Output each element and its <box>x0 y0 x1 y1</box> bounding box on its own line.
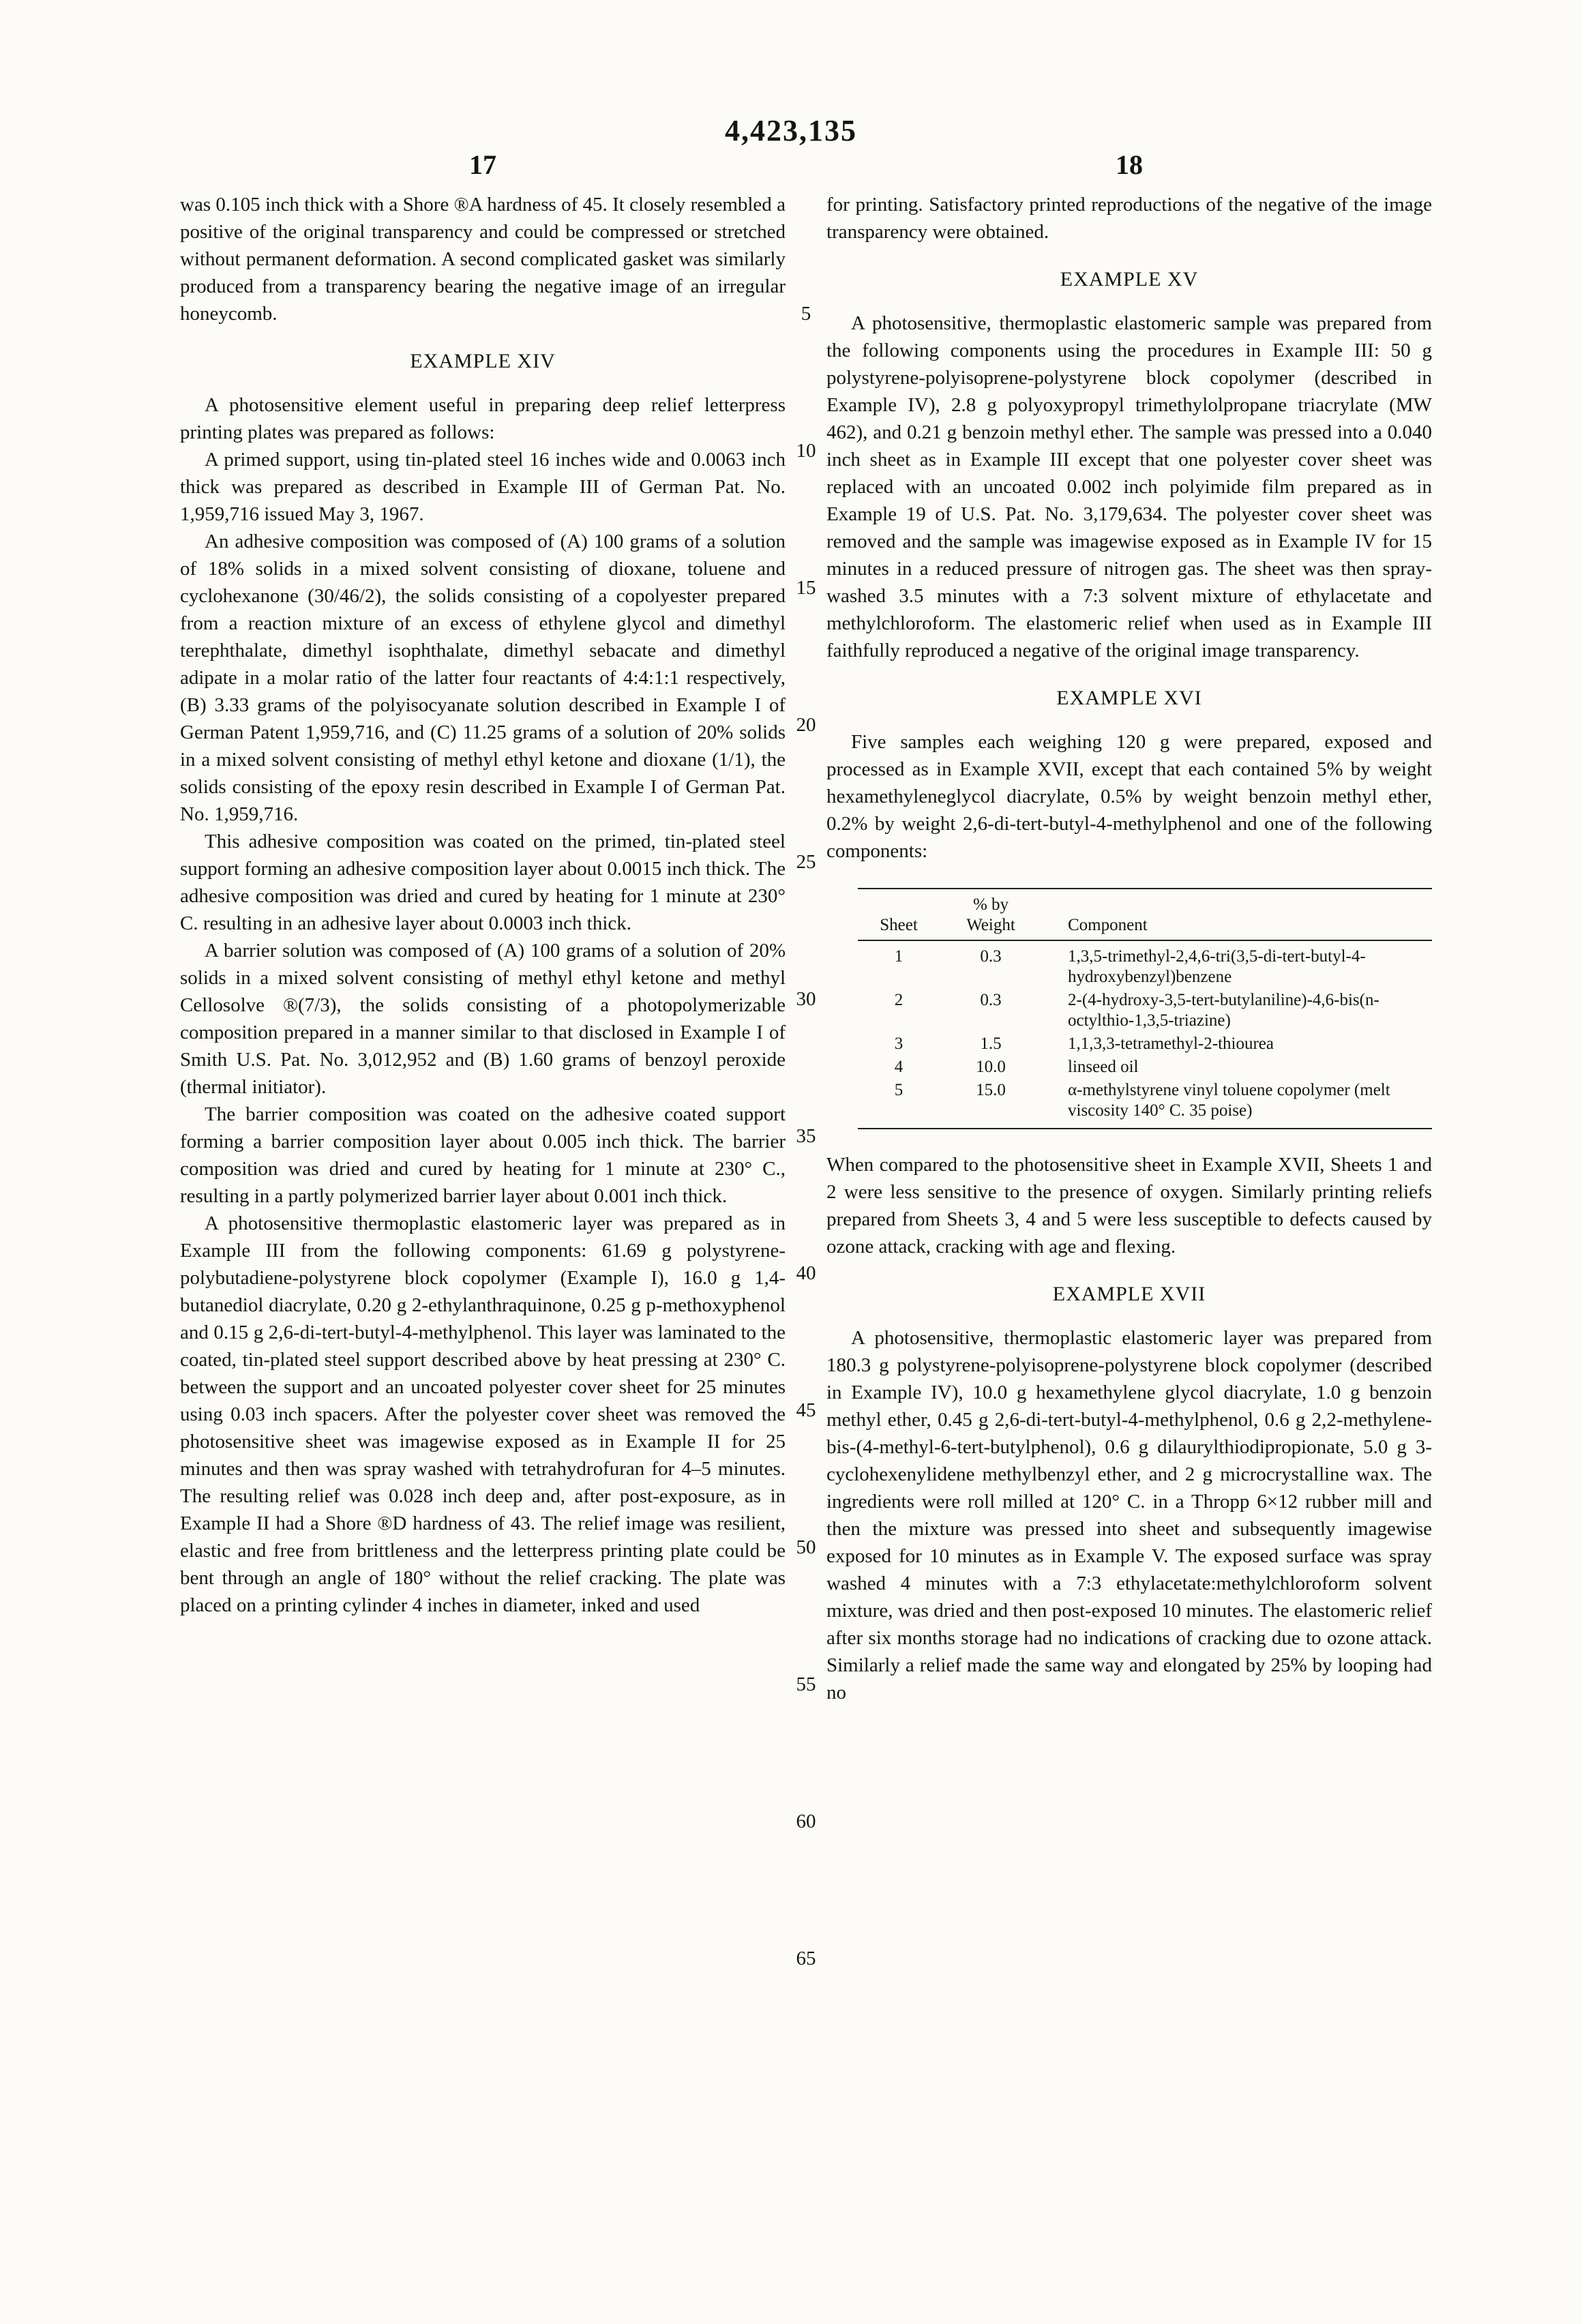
line-number: 25 <box>796 851 816 873</box>
line-number: 65 <box>796 1948 816 1969</box>
line-number: 55 <box>796 1673 816 1695</box>
column-header-component: Component <box>1042 889 1432 940</box>
table-row <box>858 1079 1432 1129</box>
table-row <box>858 1032 1432 1056</box>
line-number: 35 <box>796 1125 816 1147</box>
paragraph: A primed support, using tin-plated steel 16 inches wide and 0.0063 inch thick was prepared as described in Example III of German Pat. No. 1,959,716 issued May 3, 1967. <box>180 449 786 525</box>
example-heading: EXAMPLE XIV <box>410 350 556 372</box>
cell-sheet: 2 <box>894 991 904 1009</box>
patent-number: 4,423,135 <box>725 114 857 147</box>
cell-component: 1,1,3,3-tetramethyl-2-thiourea <box>1068 1034 1274 1053</box>
line-number: 5 <box>801 303 811 325</box>
cell-weight: 1.5 <box>980 1034 1002 1053</box>
cell-sheet: 4 <box>894 1058 904 1076</box>
example-heading: EXAMPLE XV <box>1060 268 1199 290</box>
column-header-weight-line2: Weight <box>966 916 1015 934</box>
example-heading: EXAMPLE XVI <box>1056 687 1202 709</box>
cell-weight: 0.3 <box>980 991 1002 1009</box>
line-number: 20 <box>796 714 816 736</box>
cell-sheet: 5 <box>894 1081 904 1099</box>
table-row <box>858 940 1432 989</box>
line-number: 30 <box>796 988 816 1010</box>
line-number: 60 <box>796 1811 816 1832</box>
cell-weight: 0.3 <box>980 947 1002 966</box>
paragraph: was 0.105 inch thick with a Shore ®A hardness of 45. It closely resembled a positive of the original transparency and could be compressed or stretched without permanent deformation. A second complicated gasket was similarly produced from a transparency bearing the negative image of an irregular honeycomb. <box>180 194 786 325</box>
cell-component: linseed oil <box>1068 1058 1139 1076</box>
paragraph: for printing. Satisfactory printed reproductions of the negative of the image transparency were obtained. <box>826 194 1432 243</box>
line-number: 50 <box>796 1536 816 1558</box>
paragraph: A photosensitive thermoplastic elastomeric layer was prepared as in Example III from the following components: 61.69 g polystyrene-polybutadiene-polystyrene block copolymer (Example I), 16.0 g 1,4-butanediol diacrylate, 0.20 g 2-ethylanthraquinone, 0.25 g p-methoxyphenol and 0.15 g 2,6-di-tert-butyl-4-methylphenol. This layer was laminated to the coated, tin-plated steel support described above by heat pressing at 230° C. between the support and an uncoated polyester cover sheet for 25 minutes using 0.03 inch spacers. After the polyester cover sheet was removed the photosensitive sheet was imagewise exposed as in Example II for 25 minutes and then was spray washed with tetrahydrofuran for 4–5 minutes. The resulting relief was 0.028 inch deep and, after post-exposure, as in Example II had a Shore ®D hardness of 43. The relief image was resilient, elastic and free from brittleness and the letterpress printing plate could be bent through an angle of 180° without the relief cracking. The plate was placed on a printing cylinder 4 inches in diameter, inked and used <box>180 1212 786 1616</box>
paragraph: When compared to the photosensitive sheet in Example XVII, Sheets 1 and 2 were less sensitive to the presence of oxygen. Similarly printing reliefs prepared from Sheets 3, 4 and 5 were less susceptible to defects caused by ozone attack, cracking with age and flexing. <box>826 1154 1432 1257</box>
line-number: 45 <box>796 1399 816 1421</box>
table-row <box>858 1056 1432 1079</box>
paragraph: A photosensitive, thermoplastic elastomeric sample was prepared from the following components using the procedures in Example III: 50 g polystyrene-polyisoprene-polystyrene block copolymer (described in Example IV), 2.8 g polyoxypropyl trimethylolpropane triacrylate (MW 462), and 0.21 g benzoin methyl ether. The sample was pressed into a 0.040 inch sheet as in Example III except that one polyester cover sheet was replaced with an uncoated 0.002 inch polyimide film prepared as in Example 19 of U.S. Pat. No. 3,179,634. The polyester cover sheet was removed and the sample was imagewise exposed as in Example IV for 15 minutes in a reduced pressure of nitrogen gas. The sheet was then spray-washed 3.5 minutes with a 7:3 solvent mixture of ethylacetate and methylchloroform. The elastomeric relief when used as in Example III faithfully reproduced a negative of the original image transparency. <box>826 312 1432 661</box>
column-header-weight <box>940 889 1042 940</box>
table-header-row <box>858 889 1432 940</box>
cell-component: 1,3,5-trimethyl-2,4,6-tri(3,5-di-tert-butyl-4-hydroxybenzyl)benzene <box>1068 947 1366 986</box>
line-number: 15 <box>796 577 816 599</box>
paragraph: The barrier composition was coated on the adhesive coated support forming a barrier composition layer about 0.005 inch thick. The barrier composition was dried and cured by heating for 1 minute at 230° C., resulting in a partly polymerized barrier layer about 0.001 inch thick. <box>180 1103 786 1207</box>
cell-component: 2-(4-hydroxy-3,5-tert-butylaniline)-4,6-bis(n-octylthio-1,3,5-triazine) <box>1068 991 1379 1030</box>
paragraph: A barrier solution was composed of (A) 100 grams of a solution of 20% solids in a mixed solvent consisting of methyl ethyl ketone and methyl Cellosolve ®(7/3), the solids consisting of a photopolymerizable composition prepared in a manner similar to that disclosed in Example I of Smith U.S. Pat. No. 3,012,952 and (B) 1.60 grams of benzoyl peroxide (thermal initiator). <box>180 940 786 1098</box>
cell-sheet: 3 <box>894 1034 904 1053</box>
paragraph: A photosensitive element useful in preparing deep relief letterpress printing plates was prepared as follows: <box>180 394 786 443</box>
paragraph: Five samples each weighing 120 g were prepared, exposed and processed as in Example XVII, except that each contained 5% by weight hexamethyleneglycol diacrylate, 0.5% by weight benzoin methyl ether, 0.2% by weight 2,6-di-tert-butyl-4-methylphenol and one of the following components: <box>826 731 1432 862</box>
left-column <box>180 191 786 1619</box>
example-heading: EXAMPLE XVII <box>1052 1283 1206 1305</box>
paragraph: This adhesive composition was coated on the primed, tin-plated steel support forming an adhesive composition layer about 0.0015 inch thick. The adhesive composition was dried and cured by heating for 1 minute at 230° C. resulting in an adhesive layer about 0.0003 inch thick. <box>180 831 786 934</box>
cell-component: α-methylstyrene vinyl toluene copolymer (melt viscosity 140° C. 35 poise) <box>1068 1081 1390 1120</box>
cell-weight: 10.0 <box>976 1058 1006 1076</box>
paragraph: A photosensitive, thermoplastic elastomeric layer was prepared from 180.3 g polystyrene-polyisoprene-polystyrene block copolymer (described in Example IV), 10.0 g hexamethylene glycol diacrylate, 1.0 g benzoin methyl ether, 0.45 g 2,6-di-tert-butyl-4-methylphenol, 0.6 g 2,2-methylene-bis-(4-methyl-6-tert-butylphenol), 0.6 g dilaurylthiodipropionate, 5.0 g 3-cyclohexenylidene methylbenzyl ether, and 2 g microcrystalline wax. The ingredients were roll milled at 120° C. in a Thropp 6×12 rubber mill and then the mixture was pressed into sheet and subsequently imagewise exposed for 10 minutes as in Example V. The exposed surface was spray washed 4 minutes with a 7:3 ethylacetate:methylchloroform solvent mixture, was dried and then post-exposed 10 minutes. The elastomeric relief after six months storage had no indications of cracking due to ozone attack. Similarly a relief made the same way and elongated by 25% by looping had no <box>826 1327 1432 1703</box>
paragraph: An adhesive composition was composed of (A) 100 grams of a solution of 18% solids in a mixed solvent consisting of dioxane, toluene and cyclohexanone (30/46/2), the solids consisting of a copolyester prepared from a reaction mixture of an excess of ethylene glycol and dimethyl terephthalate, dimethyl isophthalate, dimethyl sebacate and dimethyl adipate in a molar ratio of the latter four reactants of 4:4:1:1 respectively, (B) 3.33 grams of the polyisocyanate solution described in Example I of German Patent 1,959,716, and (C) 11.25 grams of a solution of 20% solids in a mixed solvent consisting of methyl ethyl ketone and dioxane (1/1), the solids consisting of the epoxy resin described in Example I of German Pat. No. 1,959,716. <box>180 531 786 825</box>
left-column-number: 17 <box>469 149 496 180</box>
column-header-weight-line1: % by <box>972 895 1009 914</box>
table-row <box>858 989 1432 1032</box>
cell-weight: 15.0 <box>976 1081 1006 1099</box>
column-header-sheet: Sheet <box>858 889 940 940</box>
cell-sheet: 1 <box>894 947 904 966</box>
components-table <box>858 888 1432 1129</box>
components-table-grid <box>858 888 1432 1129</box>
line-number: 40 <box>796 1262 816 1284</box>
right-column-number: 18 <box>1116 149 1143 180</box>
right-column <box>826 191 1432 1706</box>
line-number: 10 <box>796 440 816 462</box>
